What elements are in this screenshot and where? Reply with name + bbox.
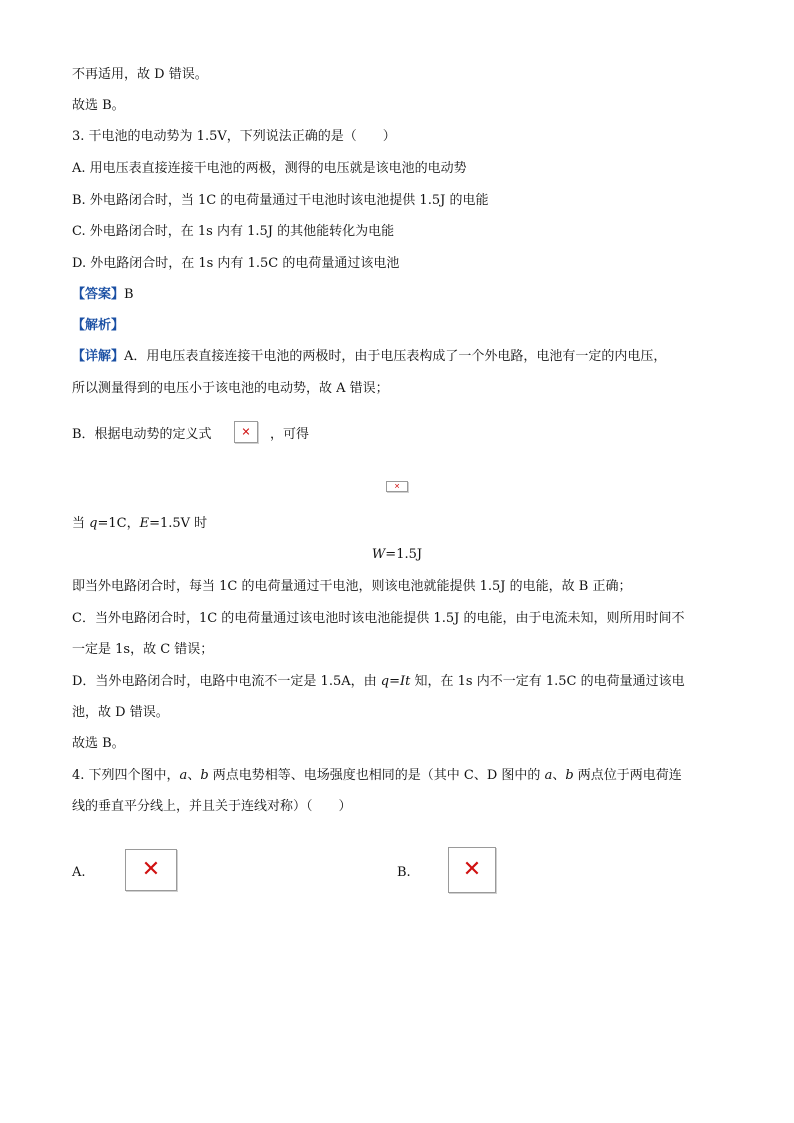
text-span: 两点位于两电荷连: [573, 768, 682, 783]
broken-image-icon: ✕: [394, 482, 400, 490]
diagram-b-image-placeholder: [448, 847, 496, 893]
text-span: 、: [552, 768, 566, 783]
text-span: 当: [72, 516, 90, 531]
d-line-2: 池，故 D 错误。: [72, 705, 169, 720]
condition-line: [72, 515, 207, 533]
detail-text: A．用电压表直接连接干电池的两极时，由于电压表构成了一个外电路，电池有一定的内电压，: [124, 349, 667, 364]
var-a: a: [179, 768, 188, 783]
var-it: It: [400, 674, 411, 689]
broken-image-icon: ✕: [462, 857, 482, 882]
text-span: =1.5V 时: [149, 516, 208, 531]
result-line: [0, 546, 794, 564]
question-4: [72, 767, 682, 785]
text-span: =1C，: [97, 516, 140, 531]
analysis-tag: 【解析】: [72, 318, 125, 333]
text-span: D．当外电路闭合时，电路中电流不一定是 1.5A，由: [72, 674, 381, 689]
b-conclusion: 即当外电路闭合时，每当 1C 的电荷量通过干电池，则该电池就能提供 1.5J 的电能，故 B 正确；: [72, 579, 632, 594]
question-4-line-2: 线的垂直平分线上，并且关于连线对称）（ ）: [72, 799, 352, 814]
var-b: b: [565, 768, 574, 783]
option-b-label: B.: [397, 865, 411, 880]
b-definition-line: [72, 426, 212, 444]
answer-value: B: [124, 287, 134, 302]
option-b: B. 外电路闭合时，当 1C 的电荷量通过干电池时该电池提供 1.5J 的电能: [72, 193, 489, 208]
b-text-suffix: ，可得: [270, 427, 310, 442]
var-q: q: [89, 516, 98, 531]
broken-image-icon: ✕: [141, 857, 161, 882]
text-span: =1.5J: [385, 547, 423, 562]
detail-tag: 【详解】: [72, 349, 125, 364]
c-line-2: 一定是 1s，故 C 错误；: [72, 642, 214, 657]
text-span: 4. 下列四个图中，: [72, 768, 180, 783]
analysis-line: [72, 317, 124, 335]
text-line: 故选 B。: [72, 98, 125, 113]
d-line-1: [72, 673, 685, 691]
var-q: q: [380, 674, 390, 689]
var-a: a: [544, 768, 553, 783]
option-d: D. 外电路闭合时，在 1s 内有 1.5C 的电荷量通过该电池: [72, 256, 400, 271]
formula-image-placeholder-small: [386, 481, 408, 492]
text-line: 不再适用，故 D 错误。: [72, 67, 208, 82]
formula-image-placeholder: [234, 421, 258, 443]
var-b: b: [200, 768, 209, 783]
answer-line: [72, 286, 134, 304]
b-text: B．根据电动势的定义式: [72, 427, 212, 442]
final-answer: 故选 B。: [72, 736, 125, 751]
text-span: 、: [187, 768, 201, 783]
option-a: A. 用电压表直接连接干电池的两极，测得的电压就是该电池的电动势: [72, 161, 467, 176]
detail-line-1: [72, 348, 666, 366]
detail-line-2: 所以测量得到的电压小于该电池的电动势，故 A 错误；: [72, 381, 389, 396]
option-a-label: A.: [72, 865, 86, 880]
broken-image-icon: ✕: [241, 425, 251, 439]
text-span: 两点电势相等、电场强度也相同的是（其中 C、D 图中的: [208, 768, 545, 783]
c-line-1: C．当外电路闭合时，1C 的电荷量通过该电池时该电池能提供 1.5J 的电能，由于电流未知，则所用时间不: [72, 611, 685, 626]
text-span: 知，在 1s 内不一定有 1.5C 的电荷量通过该电: [410, 674, 685, 689]
answer-tag: 【答案】: [72, 287, 125, 302]
var-w: W: [371, 547, 386, 562]
option-c: C. 外电路闭合时，在 1s 内有 1.5J 的其他能转化为电能: [72, 224, 395, 239]
var-e: E: [139, 516, 150, 531]
text-span: =: [389, 674, 400, 689]
question-3: 3. 干电池的电动势为 1.5V，下列说法正确的是（ ）: [72, 129, 396, 144]
diagram-a-image-placeholder: [125, 849, 177, 891]
